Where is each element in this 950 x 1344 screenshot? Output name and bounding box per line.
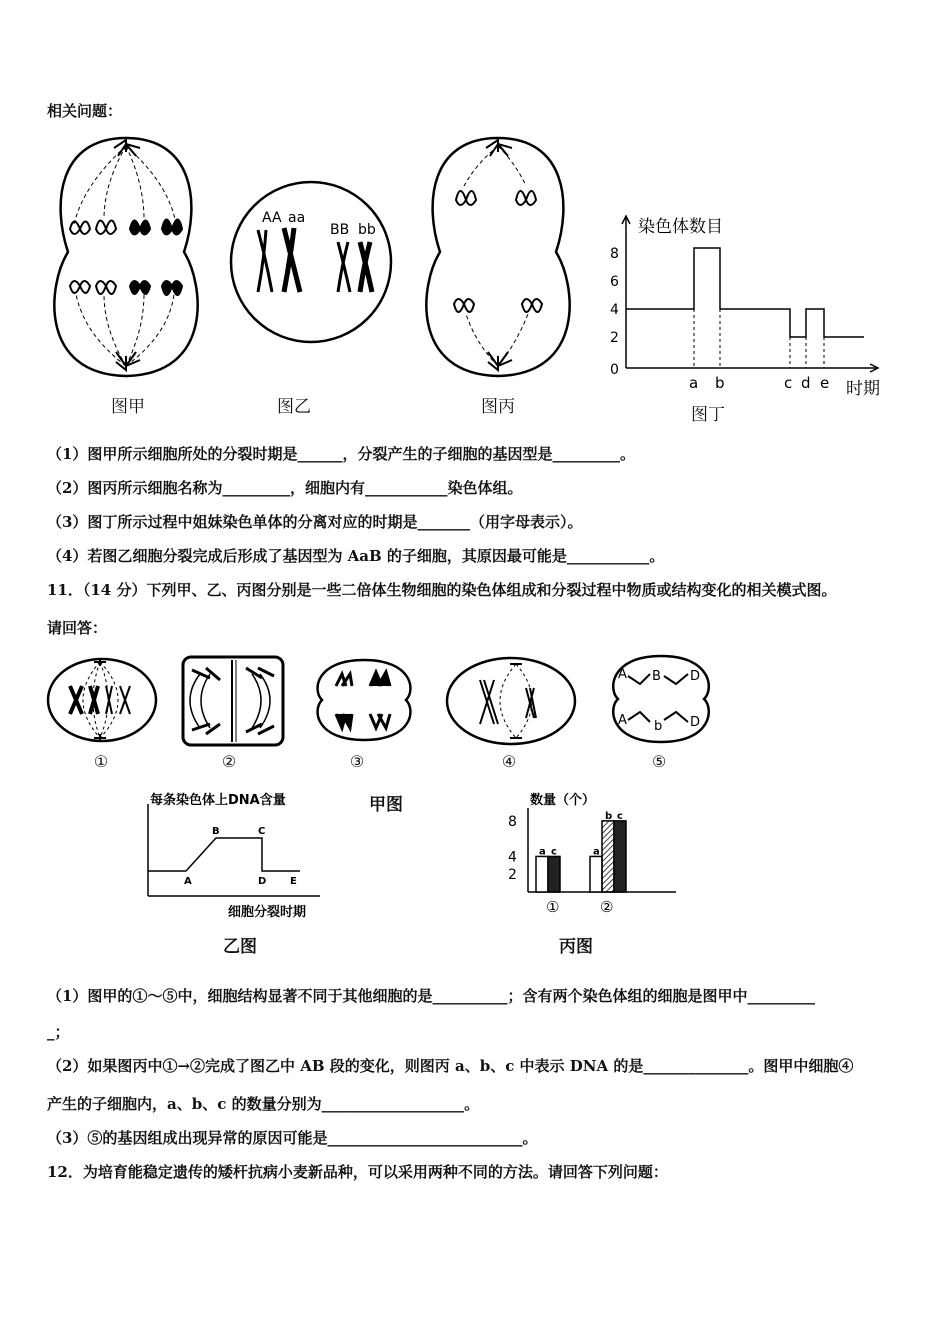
q11-prompt: 请回答： (47, 619, 108, 637)
ding-ytick-4: 4 (610, 302, 619, 318)
cell-5-gene-B: B (652, 669, 661, 684)
yi-chart-ylabel: 每条染色体上DNA含量 (150, 793, 286, 808)
gene-label-AA: AA (262, 210, 282, 226)
bar-label-a-2: a (593, 846, 600, 858)
q11-sub-1b: _； (47, 1023, 70, 1041)
cell-2-label: ② (221, 752, 237, 771)
bing-ytick-2: 2 (508, 867, 517, 884)
bar-label-c-1: c (551, 846, 557, 858)
bing-category-1: ① (546, 898, 560, 916)
bar-a-2 (590, 856, 602, 892)
cell-5-gene-A-lower: A (618, 713, 627, 728)
ding-ytick-2: 2 (610, 330, 619, 346)
ding-ytick-6: 6 (610, 274, 619, 290)
cell-3 (312, 656, 416, 744)
cell-5-gene-A-upper: A (618, 667, 627, 682)
cell-5-gene-D-upper: D (690, 669, 701, 684)
figure-bing-mid-caption: 丙图 (559, 937, 593, 957)
q10-line-3: （3）图丁所示过程中姐妹染色单体的分离对应的时期是_______（用字母表示）。 (47, 513, 583, 531)
yi-point-D: D (258, 876, 267, 887)
section-heading: 相关问题： (47, 102, 123, 120)
cell-4-label: ④ (501, 752, 517, 771)
figure-bing-caption: 图丙 (481, 397, 515, 417)
figure-jia-cell (44, 134, 208, 380)
cell-1 (46, 656, 158, 744)
q11-sub-1a: （1）图甲的①～⑤中，细胞结构显著不同于其他细胞的是__________；含有两个染色体组的细胞是图甲中_________ (47, 987, 815, 1005)
cell-5-gene-D-lower: D (690, 715, 701, 730)
yi-point-B: B (212, 826, 220, 837)
figure-yi-cell (226, 180, 396, 344)
ding-ylabel: 染色体数目 (638, 217, 723, 237)
yi-chart-line (148, 838, 300, 871)
q11-sub-2b: 产生的子细胞内，a、b、c 的数量分别为___________________。 (47, 1095, 480, 1113)
gene-label-BB: BB (330, 222, 350, 238)
cell-5-label: ⑤ (651, 752, 667, 771)
ding-origin: 0 (610, 362, 619, 378)
q10-line-4: （4）若图乙细胞分裂完成后形成了基因型为 AaB 的子细胞，其原因最可能是___________。 (47, 547, 665, 565)
q11-sub-3: （3）⑤的基因组成出现异常的原因可能是__________________________。 (47, 1129, 538, 1147)
bing-category-2: ② (600, 898, 614, 916)
gene-label-bb: bb (358, 222, 376, 238)
figure-jia-mid-caption: 甲图 (369, 795, 403, 815)
bing-ylabel: 数量（个） (530, 793, 596, 808)
yi-point-C: C (258, 826, 266, 837)
yi-chart (140, 788, 340, 928)
cell-4 (444, 654, 578, 748)
q10-line-1: （1）图甲所示细胞所处的分裂时期是______，分裂产生的子细胞的基因型是_________。 (47, 445, 635, 463)
bing-ytick-8: 8 (508, 813, 517, 830)
gene-label-aa: aa (288, 210, 306, 226)
ding-x-e: e (820, 374, 830, 392)
yi-chart-xlabel: 细胞分裂时期 (228, 905, 307, 920)
bar-b-2 (602, 821, 614, 892)
ding-x-a: a (689, 374, 699, 392)
bing-ytick-4: 4 (508, 849, 517, 866)
bar-label-c-2: c (617, 810, 623, 822)
ding-ytick-8: 8 (610, 246, 619, 262)
figure-ding-chart (596, 208, 896, 398)
cell-1-label: ① (93, 752, 109, 771)
figure-jia-caption: 图甲 (111, 397, 145, 417)
figure-yi-mid-caption: 乙图 (223, 937, 257, 957)
cell-5-gene-b: b (654, 719, 663, 734)
cell-2 (180, 654, 286, 748)
yi-point-E: E (290, 876, 297, 887)
cell-3-label: ③ (349, 752, 365, 771)
yi-point-A: A (184, 876, 192, 887)
bar-c-2 (614, 821, 626, 892)
q12-intro: 12．为培育能稳定遗传的矮杆抗病小麦新品种，可以采用两种不同的方法。请回答下列问题： (47, 1163, 668, 1181)
ding-x-d: d (801, 374, 811, 392)
bar-c-1 (548, 856, 560, 892)
q10-line-2: （2）图丙所示细胞名称为_________，细胞内有___________染色体组。 (47, 479, 523, 497)
figure-bing-cell (416, 134, 580, 380)
ding-x-c: c (784, 374, 793, 392)
figure-yi-caption: 图乙 (277, 397, 311, 417)
q11-sub-2a: （2）如果图丙中①→②完成了图乙中 AB 段的变化，则图丙 a、b、c 中表示 DNA 的是______________。图甲中细胞④ (47, 1057, 854, 1075)
bar-label-a-1: a (539, 846, 546, 858)
ding-x-b: b (715, 374, 725, 392)
ding-line (626, 248, 864, 337)
bar-label-b-2: b (605, 810, 613, 822)
bing-bar-chart (500, 788, 690, 922)
q11-intro: 11．（14 分）下列甲、乙、丙图分别是一些二倍体生物细胞的染色体组成和分裂过程中物质或结构变化的相关模式图。 (47, 581, 837, 599)
bar-a-1 (536, 856, 548, 892)
cell-5 (606, 652, 716, 746)
figure-ding-caption: 图丁 (691, 405, 725, 425)
ding-xlabel: 时期 (846, 379, 880, 398)
